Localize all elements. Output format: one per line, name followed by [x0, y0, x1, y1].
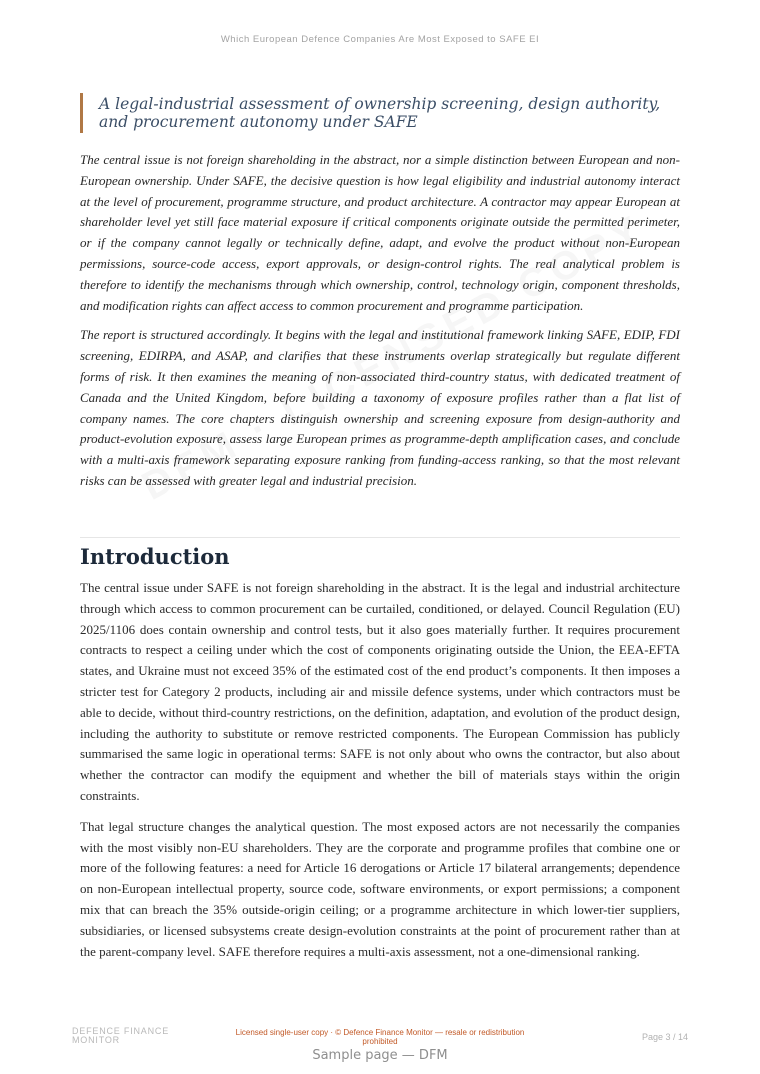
page-number: Page 3 / 14: [641, 1032, 688, 1042]
introduction-heading: Introduction: [80, 544, 230, 569]
report-subtitle: A legal-industrial assessment of ownership screening, design authority, and procurement autonomy under SAFE: [80, 93, 689, 133]
body-paragraph: That legal structure changes the analytical question. The most exposed actors are not necessarily the companies with the most visibly non-EU shareholders. They are the corporate and programme profiles that combine one or more of the following features: a need for Article 16 derogations or Article 17 bilateral arrangements; dependence on non-European intellectual property, source code, software environments, or export permissions; a component mix that can breach the 35% outside-origin ceiling; or a programme architecture in which lower-tier suppliers, subsidiaries, or licensed subsystems create design-evolution constraints at the point of procurement rather than at the parent-company level. SAFE therefore requires a multi-axis assessment, not a one-dimensional ranking.: [80, 818, 680, 959]
abstract-paragraph: The central issue is not foreign shareholding in the abstract, nor a simple distinction between European and non-European ownership. Under SAFE, the decisive question is how legal eligibility and industrial autonomy interact at the level of procurement, programme structure, and product architecture. A contractor may appear European at shareholder level yet still face material exposure if critical components originate outside the permitted perimeter, or if the company cannot legally or technically define, adapt, and evolve the product without non-European permissions, source-code access, export approvals, or design-control rights. The real analytical problem is therefore to identify the mechanisms through which ownership, control, technology origin, component thresholds, and modification rights can affect access to common procurement and programme participation.: [80, 152, 680, 313]
running-header: Which European Defence Companies Are Most Exposed to SAFE EI: [220, 34, 540, 45]
footer-brand-line: MONITOR: [72, 1035, 120, 1045]
footer-brand-line: DEFENCE FINANCE: [72, 1026, 170, 1036]
section-divider: [80, 537, 680, 538]
footer-license: Licensed single-user copy · © Defence Finance Monitor — resale or redistribution prohibited: [235, 1028, 525, 1046]
footer-brand: [72, 1027, 169, 1045]
introduction-body: [80, 578, 680, 972]
abstract: [80, 150, 680, 501]
abstract-paragraph: The report is structured accordingly. It begins with the legal and institutional framework linking SAFE, EDIP, FDI screening, EDIRPA, and ASAP, and clarifies that these instruments overlap strategically but regulate different forms of risk. It then examines the meaning of non-associated third-country status, with dedicated treatment of Canada and the United Kingdom, before building a taxonomy of exposure profiles rather than a flat list of company names. The core chapters distinguish ownership and screening exposure from design-authority and product-evolution exposure, assess large European primes as programme-depth amplification cases, and conclude with a multi-axis framework separating exposure ranking from funding-access ranking, so that the most relevant risks can be assessed with greater legal and industrial precision.: [80, 327, 680, 488]
sample-label: Sample page — DFM: [312, 1048, 448, 1063]
body-paragraph: The central issue under SAFE is not foreign shareholding in the abstract. It is the legal and industrial architecture through which access to common procurement can be curtailed, conditioned, or delayed. Council Regulation (EU) 2025/1106 does contain ownership and control tests, but it also goes materially further. It requires procurement contracts to respect a ceiling under which the cost of components originating outside the Union, the EEA-EFTA states, and Ukraine must not exceed 35% of the estimated cost of the end product’s components. It then imposes a stricter test for Category 2 products, including air and missile defence systems, under which contractors must be able to decide, without third-country restrictions, on the definition, adaptation, and evolution of the product design, including the authority to substitute or remove restricted components. The European Commission has publicly summarised the same logic in operational terms: SAFE is not only about who owns the contractor, but also about whether the contractor can modify the equipment and whether the bill of materials stays within the origin constraints.: [80, 580, 680, 803]
